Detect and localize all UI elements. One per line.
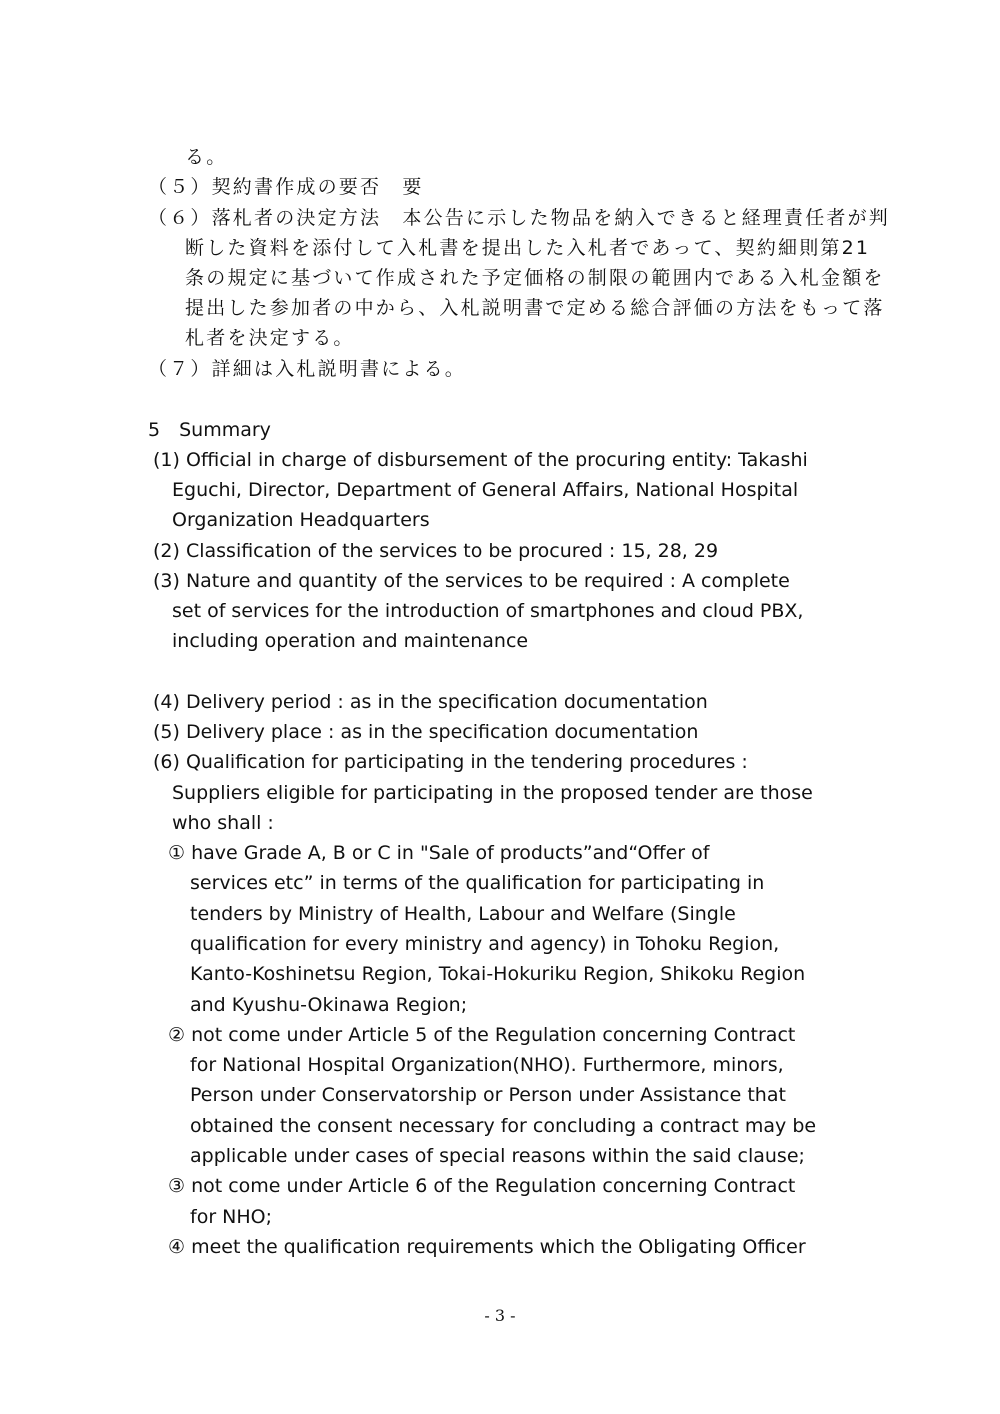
summary-line: (5) Delivery place : as in the specification documentation bbox=[153, 721, 699, 743]
summary-line: obtained the consent necessary for concluding a contract may be bbox=[190, 1115, 817, 1137]
summary-line: (2) Classification of the services to be procured : 15, 28, 29 bbox=[153, 540, 719, 562]
summary-line: Organization Headquarters bbox=[172, 509, 430, 531]
summary-line: set of services for the introduction of smartphones and cloud PBX, bbox=[172, 600, 804, 622]
summary-line: ④ meet the qualification requirements which the Obligating Officer bbox=[168, 1236, 806, 1258]
summary-line: for National Hospital Organization(NHO). Furthermore, minors, bbox=[190, 1054, 784, 1076]
jp-line-4: 断した資料を添付して入札書を提出した入札者であって、契約細則第21 bbox=[185, 237, 871, 259]
summary-line: qualification for every ministry and agency) in Tohoku Region, bbox=[190, 933, 780, 955]
jp-line-8: （７）詳細は入札説明書による。 bbox=[148, 358, 467, 380]
summary-line: including operation and maintenance bbox=[172, 630, 529, 652]
jp-line-1: る。 bbox=[185, 146, 228, 168]
summary-line: ① have Grade A, B or C in "Sale of products”and“Offer of bbox=[168, 842, 710, 864]
jp-line-5: 条の規定に基づいて作成された予定価格の制限の範囲内である入札金額を bbox=[185, 267, 885, 289]
summary-line: Kanto-Koshinetsu Region, Tokai-Hokuriku Region, Shikoku Region bbox=[190, 963, 806, 985]
section-heading: 5 Summary bbox=[148, 419, 271, 441]
summary-line: tenders by Ministry of Health, Labour and Welfare (Single bbox=[190, 903, 736, 925]
jp-line-3: （６）落札者の決定方法 本公告に示した物品を納入できると経理責任者が判 bbox=[148, 207, 891, 229]
summary-line: Eguchi, Director, Department of General Affairs, National Hospital bbox=[172, 479, 799, 501]
summary-line: for NHO; bbox=[190, 1206, 273, 1228]
page-number: - 3 - bbox=[484, 1306, 516, 1325]
summary-line: ③ not come under Article 6 of the Regulation concerning Contract bbox=[168, 1175, 796, 1197]
summary-line: (1) Official in charge of disbursement of the procuring entity: Takashi bbox=[153, 449, 808, 471]
jp-line-7: 札者を決定する。 bbox=[185, 327, 355, 349]
summary-line: (6) Qualification for participating in the tendering procedures : bbox=[153, 751, 748, 773]
summary-line: Suppliers eligible for participating in the proposed tender are those bbox=[172, 782, 813, 804]
summary-line: ② not come under Article 5 of the Regulation concerning Contract bbox=[168, 1024, 796, 1046]
summary-line: who shall : bbox=[172, 812, 274, 834]
summary-line: Person under Conservatorship or Person under Assistance that bbox=[190, 1084, 786, 1106]
summary-line: applicable under cases of special reasons within the said clause; bbox=[190, 1145, 805, 1167]
summary-line: services etc” in terms of the qualification for participating in bbox=[190, 872, 765, 894]
summary-line: and Kyushu-Okinawa Region; bbox=[190, 994, 468, 1016]
summary-line: (4) Delivery period : as in the specification documentation bbox=[153, 691, 708, 713]
jp-line-2: （５）契約書作成の要否 要 bbox=[148, 176, 424, 198]
jp-line-6: 提出した参加者の中から、入札説明書で定める総合評価の方法をもって落 bbox=[185, 297, 885, 319]
summary-line: (3) Nature and quantity of the services to be required : A complete bbox=[153, 570, 790, 592]
